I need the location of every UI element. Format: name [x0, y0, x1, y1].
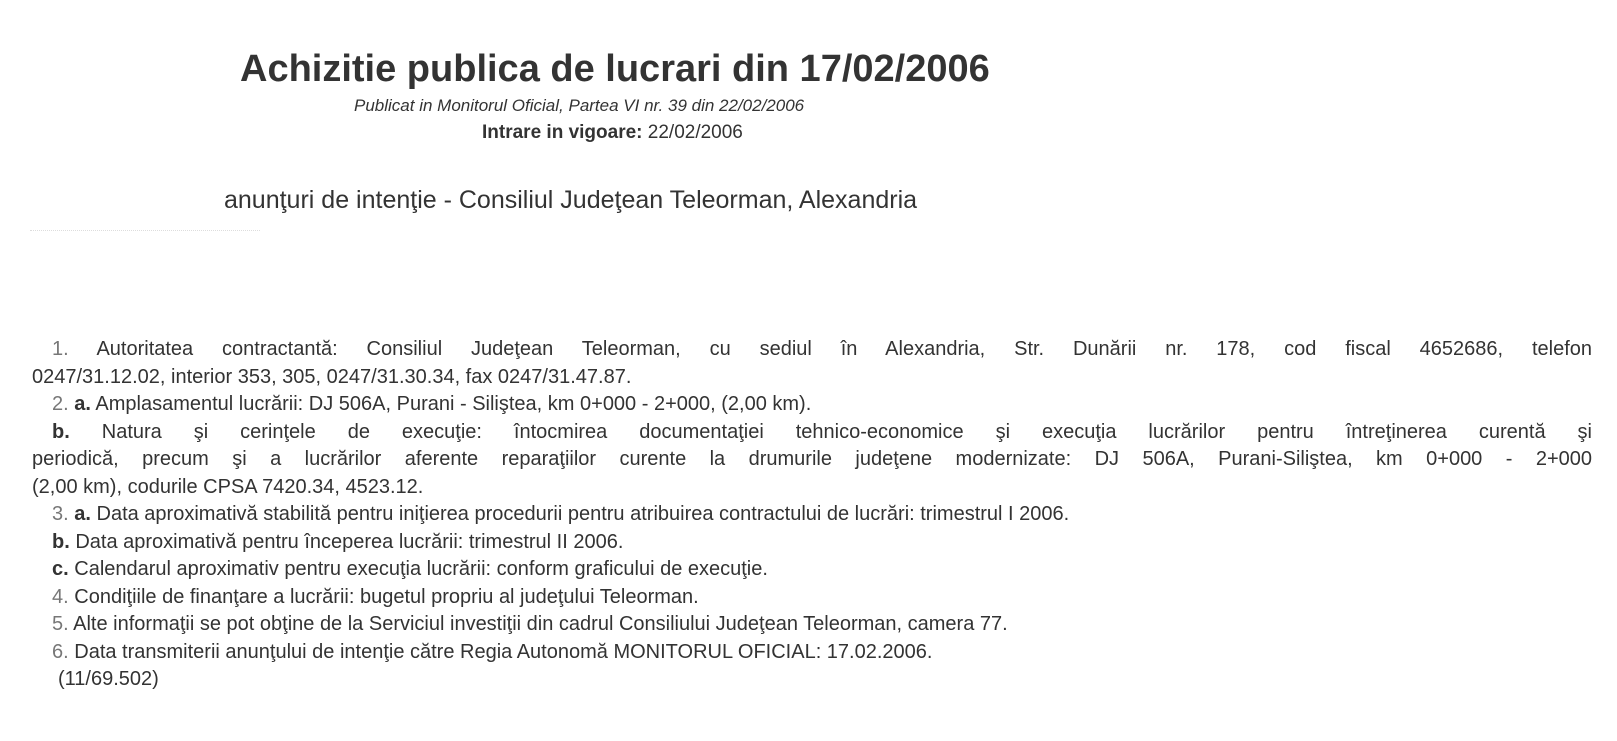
item-letter: b. [52, 530, 70, 553]
item-letter: a. [74, 503, 91, 525]
item-letter: a. [74, 393, 91, 415]
document-title: Achizitie publica de lucrari din 17/02/2006 [240, 48, 990, 90]
item-number: 5. [52, 613, 69, 635]
item-text: Data transmiterii anunţului de intenţie către Regia Autonomă MONITORUL OFICIAL: 17.02.2006. [74, 640, 933, 663]
item-text: Data aproximativă stabilită pentru iniţierea procedurii pentru atribuirea contractului de lucrări: trimestrul I 2006. [96, 503, 1070, 525]
item-letter: c. [52, 558, 69, 580]
in-force-line [482, 122, 743, 144]
publication-note: Publicat in Monitorul Oficial, Partea VI nr. 39 din 22/02/2006 [354, 96, 805, 115]
scan-artifact-divider [30, 230, 260, 232]
item-1-line-1 [32, 336, 1592, 364]
item-3b [32, 529, 1592, 557]
item-2a [32, 391, 1592, 419]
item-text: Data aproximativă pentru începerea lucrării: trimestrul II 2006. [75, 530, 624, 553]
item-text: Autoritatea contractantă: Consiliul Judeţean Teleorman, cu sediul în Alexandria, Str. Dunării nr. 178, cod fiscal 4652686, telefon [96, 338, 1592, 360]
in-force-label: Intrare in vigoare: [482, 122, 643, 143]
item-number: 2. [52, 393, 69, 415]
item-4 [32, 584, 1592, 612]
item-text: Amplasamentul lucrării: DJ 506A, Purani - Siliştea, km 0+000 - 2+000, (2,00 km). [95, 393, 812, 415]
notice-body [32, 336, 1592, 694]
item-letter: b. [52, 420, 70, 443]
item-text: Natura şi cerinţele de execuţie: întocmirea documentaţiei tehnico-economice şi execuţia lucrărilor pentru întreţinerea curentă şi [101, 420, 1592, 443]
item-number: 6. [52, 640, 69, 663]
item-2b-line-3: (2,00 km), codurile CPSA 7420.34, 4523.12. [32, 475, 424, 498]
item-3a [32, 501, 1592, 529]
item-1-line-2: 0247/31.12.02, interior 353, 305, 0247/31.30.34, fax 0247/31.47.87. [32, 365, 632, 388]
item-number: 4. [52, 585, 69, 608]
item-3c [32, 556, 1592, 584]
item-text: Condiţiile de finanţare a lucrării: bugetul propriu al judeţului Teleorman. [74, 585, 699, 608]
reference-number: (11/69.502) [58, 668, 159, 690]
item-number: 3. [52, 503, 69, 525]
item-2b-line-1 [32, 419, 1592, 447]
item-6 [32, 639, 1592, 667]
item-text: Calendarul aproximativ pentru execuţia lucrării: conform graficului de execuţie. [74, 558, 768, 580]
item-text: Alte informaţii se pot obţine de la Serviciul investiţii din cadrul Consiliului Judeţean Teleorman, camera 77. [73, 613, 1008, 635]
item-5 [32, 611, 1592, 639]
in-force-date: 22/02/2006 [647, 122, 743, 143]
item-number: 1. [52, 338, 69, 360]
item-2b-line-2: periodică, precum şi a lucrărilor aferente reparaţiilor curente la drumurile judeţene modernizate: DJ 506A, Purani-Siliştea, km 0+000 - 2+000 [32, 448, 1592, 470]
notice-category: anunţuri de intenţie - Consiliul Judeţean Teleorman, Alexandria [224, 186, 918, 214]
